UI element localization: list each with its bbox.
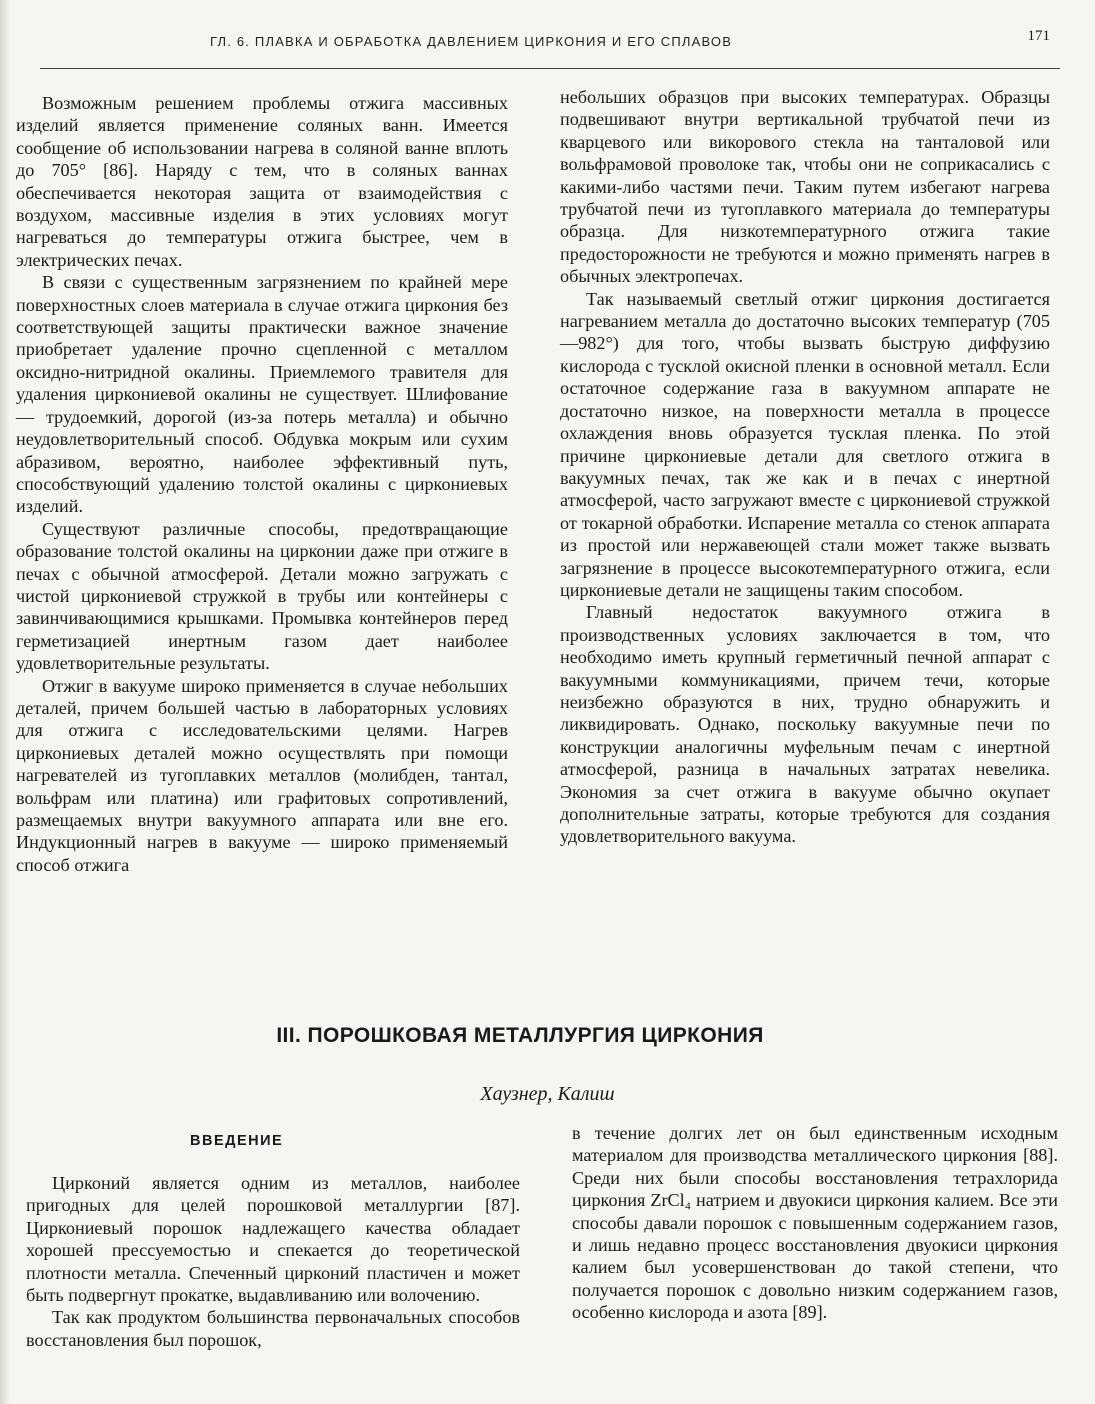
column-bottom-right	[572, 1122, 1058, 1324]
column-top-right	[560, 86, 1050, 848]
paragraph: В связи с существенным загрязнением по крайней мере поверхностных слоев материала в случае отжига циркония без соответствующей защиты практически важное значение приобретает удаление прочно сцепленной с металлом оксидно-нитридной окалины. Приемлемого травителя для удаления циркониевой окалины не существует. Шлифование — трудоемкий, дорогой (из-за потерь металла) и обычно неудовлетворительный способ. Обдувка мокрым или сухим абразивом, вероятно, наиболее эффективный путь, способствующий удалению толстой окалины с циркониевых изделий.	[16, 272, 508, 517]
paragraph: Главный недостаток вакуумного отжига в производственных условиях заключается в том, что необходимо иметь крупный герметичный печной аппарат с вакуумными коммуникациями, причем течи, которые неизбежно образуются в них, трудно обнаружить и ликвидировать. Однако, поскольку вакуумные печи по конструкции аналогичны муфельным печам с инертной атмосферой, разница в начальных затратах невелика. Экономия за счет отжига в вакууме обычно окупает дополнительные затраты, которые требуются для создания удовлетворительного вакуума.	[560, 602, 1050, 847]
subsection-heading: ВВЕДЕНИЕ	[190, 1133, 284, 1149]
paragraph: Существуют различные способы, предотвращающие образование толстой окалины на цирконии даже при отжиге в печах с обычной атмосферой. Детали можно загружать с чистой циркониевой стружкой в трубы или контейнеры с завинчивающимися крышками. Промывка контейнеров перед герметизацией инертным газом дает наиболее удовлетворительные результаты.	[16, 518, 508, 674]
page-edge-shadow	[0, 0, 10, 1404]
page-number: 171	[1027, 28, 1050, 44]
running-title: ГЛ. 6. ПЛАВКА И ОБРАБОТКА ДАВЛЕНИЕМ ЦИРКОНИЯ И ЕГО СПЛАВОВ	[210, 34, 733, 49]
section-authors: Хаузнер, Калиш	[480, 1083, 615, 1105]
column-bottom-left	[26, 1172, 520, 1351]
paragraph: Возможным решением проблемы отжига массивных изделий является применение соляных ванн. Имеется сообщение об использовании нагрева в соляной ванне вплоть до 705° [86]. Наряду с тем, что в соляных ваннах обеспечивается некоторая защита от взаимодействия с воздухом, массивные изделия в этих условиях могут нагреваться до температуры отжига быстрее, чем в электрических печах.	[16, 93, 508, 270]
paragraph: Отжиг в вакууме широко применяется в случае небольших деталей, причем большей частью в лабораторных условиях для отжига с исследовательскими целями. Нагрев циркониевых деталей можно осуществлять при помощи нагревателей из тугоплавких металлов (молибден, тантал, вольфрам или платина) или графитовых сопротивлений, размещаемых внутри вакуумного аппарата или вне его. Индукционный нагрев в вакууме — широко применяемый способ отжига	[16, 675, 508, 875]
paragraph-continued: небольших образцов при высоких температурах. Образцы подвешивают внутри вертикальной трубчатой печи из кварцевого или викорового стекла на танталовой или вольфрамовой проволоке так, чтобы они не соприкасались с какими-либо частями печи. Таким путем избегают нагрева трубчатой печи из тугоплавкого материала до температуры образца. Для низкотемпературного отжига такие предосторожности не требуются и можно применять нагрев в обычных электропечах.	[560, 87, 1050, 287]
paragraph: Цирконий является одним из металлов, наиболее пригодных для целей порошковой металлургии [87]. Циркониевый порошок надлежащего качества обладает хорошей прессуемостью и спекается до теоретической плотности металла. Спеченный цирконий пластичен и может быть подвергнут прокатке, выдавливанию или волочению.	[26, 1173, 520, 1306]
header-rule	[40, 68, 1060, 69]
paragraph: Так называемый светлый отжиг циркония достигается нагреванием металла до достаточно высоких температур (705—982°) для того, чтобы вызвать быструю диффузию кислорода с тусклой окисной пленки в основной металл. Если остаточное содержание газа в вакуумном аппарате не достаточно низкое, на поверхности металла в процессе охлаждения вновь образуется тусклая пленка. По этой причине циркониевые детали для светлого отжига в вакуумных печах, так же как и в печах с инертной атмосферой, часто загружают вместе с циркониевой стружкой от токарной обработки. Испарение металла со стенок аппарата из простой или нержавеющей стали может также вызвать загрязнение в процессе высокотемпературного отжига, если циркониевые детали не защищены таким способом.	[560, 288, 1050, 600]
paragraph-continued: в течение долгих лет он был единственным исходным материалом для производства металлического циркония [88]. Среди них были способы восстановления тетрахлорида циркония ZrCl₄ натрием и двуокиси циркония калием. Все эти способы давали порошок с повышенным содержанием газов, и лишь недавно процесс восстановления двуокиси циркония калием был усовершенствован до такой степени, что получается порошок с довольно низким содержанием газов, особенно кислорода и азота [89].	[572, 1123, 1058, 1323]
column-top-left	[16, 92, 508, 876]
running-header	[40, 28, 1060, 58]
section-heading: III. ПОРОШКОВАЯ МЕТАЛЛУРГИЯ ЦИРКОНИЯ	[276, 1024, 764, 1047]
paragraph: Так как продуктом большинства первоначальных способов восстановления был порошок,	[26, 1307, 520, 1350]
